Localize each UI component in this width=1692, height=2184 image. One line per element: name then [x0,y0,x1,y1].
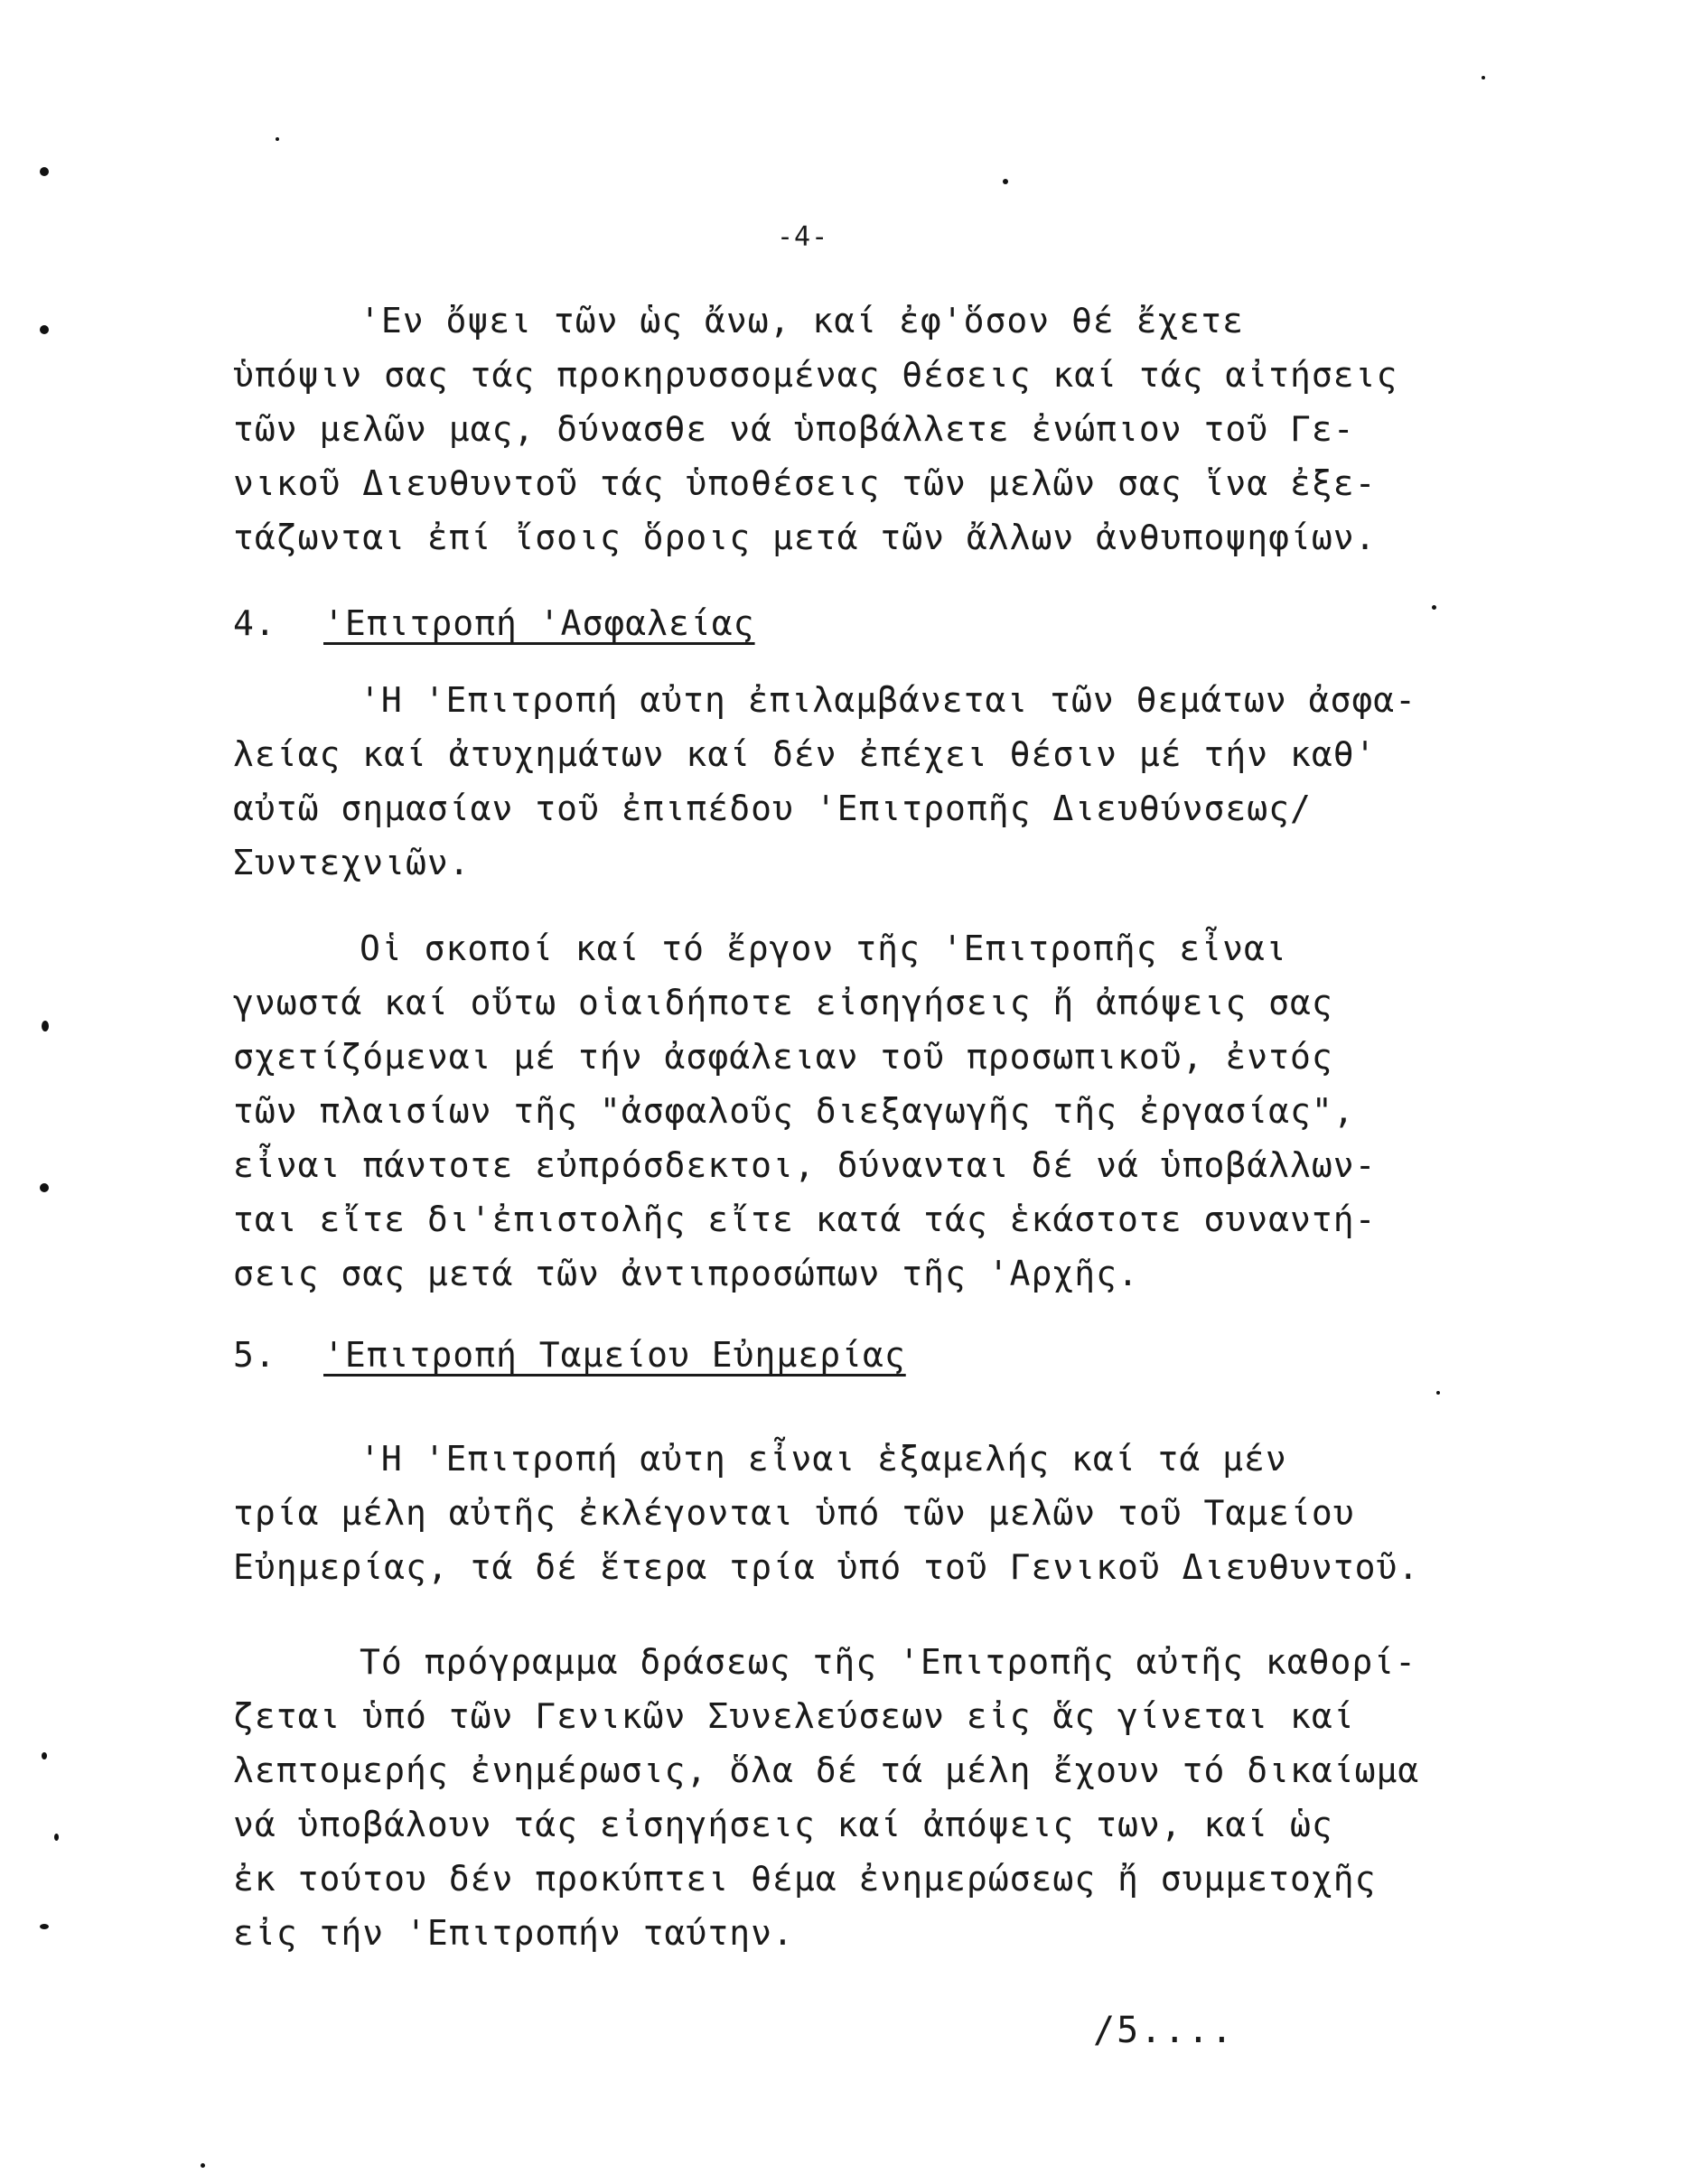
paragraph-line: σεις σας μετά τῶν ἀντιπροσώπων τῆς 'Αρχῆς. [233,1254,1139,1293]
paragraph-line: νικοῦ Διευθυντοῦ τάς ὑποθέσεις τῶν μελῶν σας ἵνα ἐξε- [233,463,1377,503]
paragraph-line: τῶν μελῶν μας, δύνασθε νά ὑποβάλλετε ἐνώπιον τοῦ Γε- [233,409,1355,449]
paragraph-line: τρία μέλη αὐτῆς ἐκλέγονται ὑπό τῶν μελῶν τοῦ Ταμείου [233,1493,1355,1533]
section-heading-5 [233,1328,906,1382]
paragraph-line: σχετίζόμεναι μέ τήν ἀσφάλειαν τοῦ προσωπικοῦ, ἐντός [233,1037,1333,1077]
paragraph-line: γνωστά καί οὕτω οἱαιδήποτε εἰσηγήσεις ἤ ἀπόψεις σας [233,983,1333,1022]
paragraph-line: 'Η 'Επιτροπή αὐτη ἐπιλαμβάνεται τῶν θεμάτων ἀσφα- [360,680,1417,720]
paragraph-line: Συντεχνιῶν. [233,843,471,882]
scan-speck [40,1924,49,1929]
paragraph-line: ται εἴτε δι'ἐπιστολῆς εἴτε κατά τάς ἑκάστοτε συναντή- [233,1199,1377,1239]
paragraph-line: Οἱ σκοποί καί τό ἔργον τῆς 'Επιτροπῆς εἶναι [360,929,1287,968]
paragraph-line: 'Εν ὄψει τῶν ὡς ἄνω, καί ἐφ'ὅσον θέ ἔχετε [360,301,1244,341]
section-number: 5. [233,1335,276,1375]
scan-speck [42,1752,47,1759]
scan-speck [40,1183,49,1192]
paragraph-line: εἰς τήν 'Επιτροπήν ταύτην. [233,1913,794,1953]
scan-speck [1003,179,1008,184]
scan-speck [42,1021,49,1031]
paragraph-line: τῶν πλαισίων τῆς "ἀσφαλοῦς διεξαγωγῆς τῆς ἐργασίας", [233,1091,1355,1131]
paragraph-3 [233,921,1498,1301]
scan-speck [201,2163,205,2168]
paragraph-line: Εὐημερίας, τά δέ ἕτερα τρία ὑπό τοῦ Γενικοῦ Διευθυντοῦ. [233,1547,1420,1587]
section-title: 'Επιτροπή 'Ασφαλείας [323,603,755,643]
scan-speck [1436,1391,1440,1395]
paragraph-5 [233,1635,1498,1960]
scan-speck [1482,76,1485,79]
paragraph-line: 'Η 'Επιτροπή αὐτη εἶναι ἑξαμελής καί τά μέν [360,1439,1287,1479]
paragraph-line: Τό πρόγραμμα δράσεως τῆς 'Επιτροπῆς αὐτῆς καθορί- [360,1642,1417,1682]
scan-speck [40,325,49,334]
section-heading-4 [233,596,755,650]
section-number: 4. [233,603,276,643]
paragraph-2 [233,673,1498,890]
paragraph-4 [233,1432,1498,1594]
paragraph-line: ὑπόψιν σας τάς προκηρυσσομένας θέσεις καί τάς αἰτήσεις [233,355,1398,395]
paragraph-line: ἐκ τούτου δέν προκύπτει θέμα ἐνημερώσεως ἤ συμμετοχῆς [233,1859,1377,1899]
paragraph-line: εἶναι πάντοτε εὐπρόσδεκτοι, δύνανται δέ νά ὑποβάλλων- [233,1145,1377,1185]
scan-speck [40,167,49,176]
scan-speck [276,137,279,141]
scan-speck [54,1834,59,1841]
section-title: 'Επιτροπή Ταμείου Εὐημερίας [323,1335,906,1375]
paragraph-line: τάζωνται ἐπί ἴσοις ὅροις μετά τῶν ἄλλων ἀνθυποψηφίων. [233,518,1377,557]
paragraph-line: νά ὑποβάλουν τάς εἰσηγήσεις καί ἀπόψεις των, καί ὡς [233,1805,1333,1844]
paragraph-line: λείας καί ἀτυχημάτων καί δέν ἐπέχει θέσιν μέ τήν καθ' [233,734,1377,774]
continuation-marker: /5.... [1093,2010,1235,2051]
paragraph-line: λεπτομερής ἐνημέρωσις, ὅλα δέ τά μέλη ἔχουν τό δικαίωμα [233,1750,1420,1790]
paragraph-1 [233,294,1498,565]
paragraph-line: ζεται ὑπό τῶν Γενικῶν Συνελεύσεων εἰς ἅς γίνεται καί [233,1696,1355,1736]
scan-speck [1432,605,1436,610]
paragraph-line: αὐτῶ σημασίαν τοῦ ἐπιπέδου 'Επιτροπῆς Διευθύνσεως/ [233,789,1312,828]
page-number: -4- [777,221,829,253]
